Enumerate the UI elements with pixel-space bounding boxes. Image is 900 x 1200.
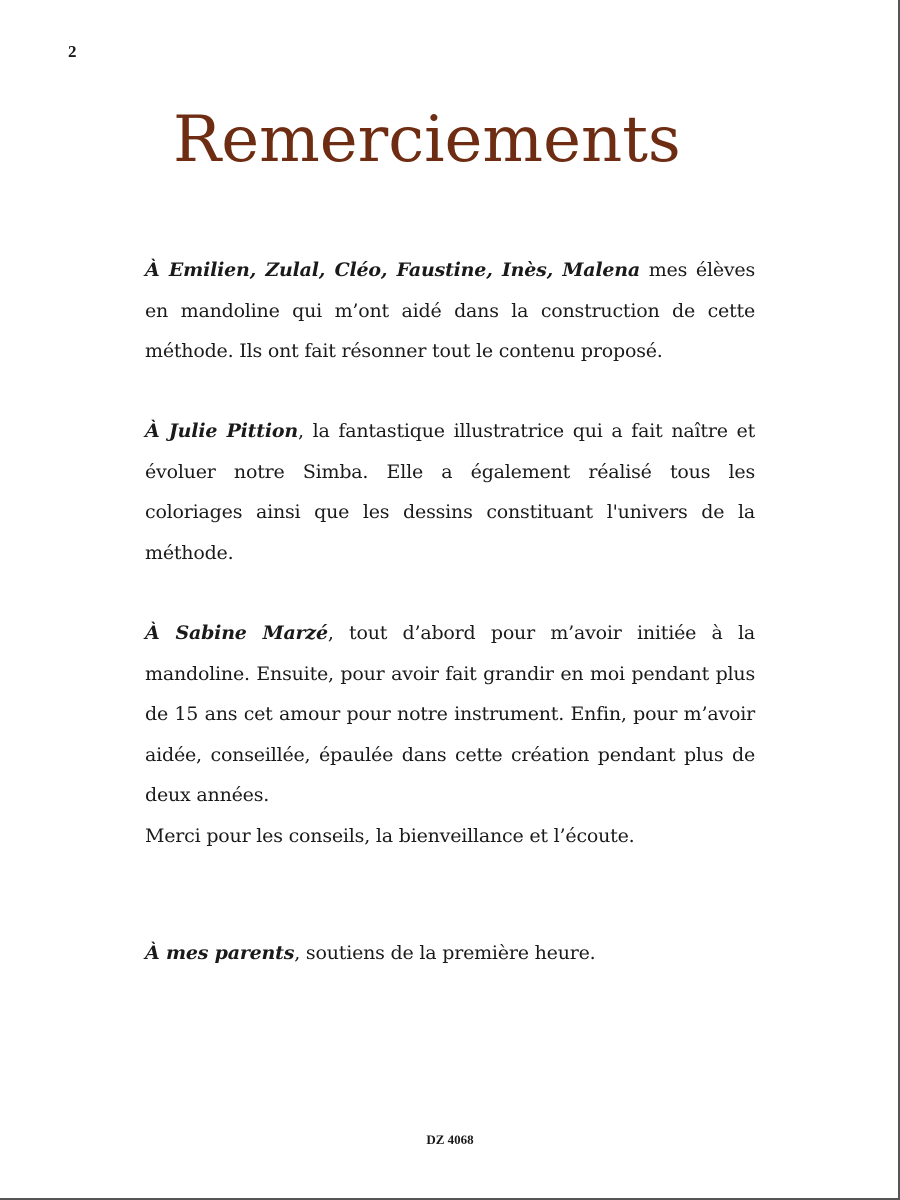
paragraph-teacher-name: À Sabine Marzé — [145, 622, 328, 644]
paragraph-teacher — [145, 613, 755, 856]
paragraph-teacher-body — [145, 613, 755, 816]
paragraph-parents-text: , soutiens de la première heure. — [294, 942, 596, 964]
page-title: Remerciements — [173, 103, 681, 177]
paragraph-illustrator-text: , la fantastique illustratrice qui a fait naître et évoluer notre Simba. Elle a également réalisé tous les coloriages ainsi que les dessins constituant l'univers de la méthode. — [145, 420, 756, 564]
paragraph-parents — [145, 933, 755, 974]
paragraph-students-text: mes élèves en mandoline qui m’ont aidé dans la construction de cette méthode. Ils ont fait résonner tout le contenu proposé. — [145, 259, 756, 362]
paragraph-teacher-thanks: Merci pour les conseils, la bienveillance et l’écoute. — [145, 824, 635, 847]
paragraph-students-name: À Emilien, Zulal, Cléo, Faustine, Inès, Malena — [145, 259, 640, 281]
paragraph-students — [145, 250, 755, 372]
paragraph-parents-name: À mes parents — [145, 942, 295, 964]
page-number: 2 — [68, 42, 77, 61]
paragraph-illustrator — [145, 411, 755, 573]
paragraph-teacher-text: , tout d’abord pour m’avoir initiée à la mandoline. Ensuite, pour avoir fait grandir en moi pendant plus de 15 ans cet amour pour notre instrument. Enfin, pour m’avoir aidée, conseillée, épaulée dans cette création pendant plus de deux années. — [145, 622, 755, 806]
footer-code: DZ 4068 — [426, 1132, 474, 1147]
paragraph-illustrator-name: À Julie Pittion — [145, 420, 298, 442]
